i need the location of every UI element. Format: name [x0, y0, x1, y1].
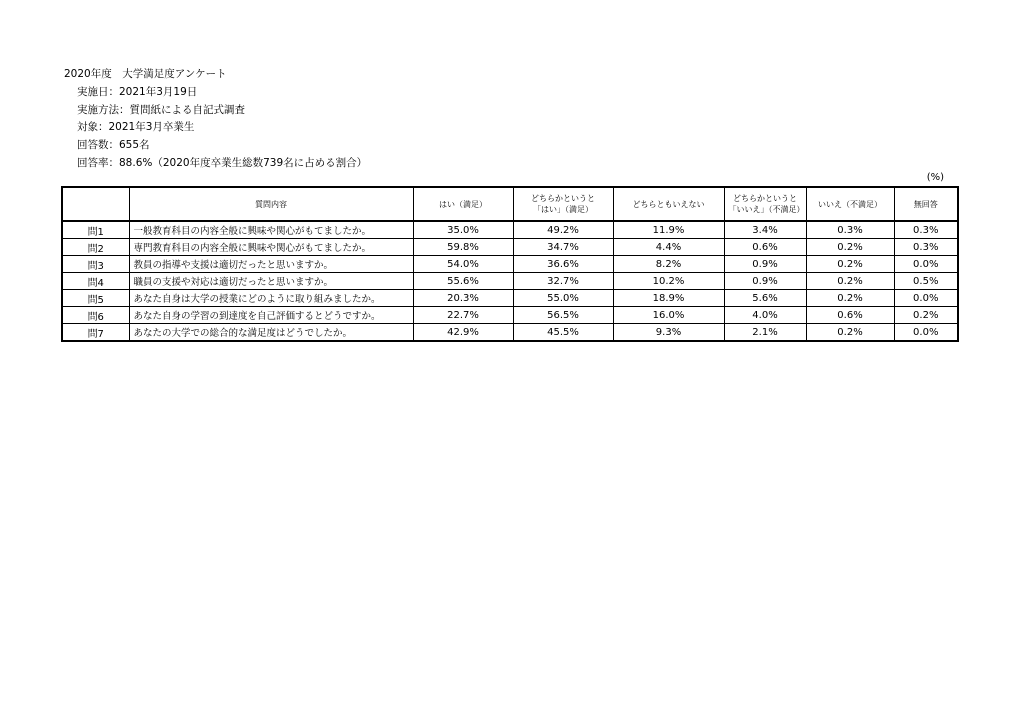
header-mostly-no-line1: どちらかというと — [733, 194, 797, 203]
value-no-answer: 0.3% — [894, 221, 958, 239]
value-yes: 42.9% — [413, 324, 513, 342]
value-no: 0.2% — [806, 324, 894, 342]
question-text: 職員の支援や対応は適切だったと思いますか。 — [129, 273, 413, 290]
value-mostly-no: 0.9% — [724, 256, 806, 273]
survey-method: 実施方法：質問紙による自記式調査 — [77, 103, 245, 116]
value-no: 0.3% — [806, 221, 894, 239]
question-text: 一般教育科目の内容全般に興味や関心がもてましたか。 — [129, 221, 413, 239]
value-yes: 35.0% — [413, 221, 513, 239]
survey-date: 実施日：2021年3月19日 — [77, 85, 198, 98]
value-yes: 22.7% — [413, 307, 513, 324]
value-yes: 59.8% — [413, 239, 513, 256]
results-table — [61, 186, 959, 342]
header-no: いいえ（不満足） — [806, 187, 894, 221]
value-neutral: 18.9% — [613, 290, 724, 307]
value-mostly-no: 5.6% — [724, 290, 806, 307]
question-text: あなたの大学での総合的な満足度はどうでしたか。 — [129, 324, 413, 342]
value-mostly-no: 0.9% — [724, 273, 806, 290]
value-mostly-no: 0.6% — [724, 239, 806, 256]
value-no: 0.2% — [806, 273, 894, 290]
value-neutral: 16.0% — [613, 307, 724, 324]
header-mostly-no — [724, 187, 806, 221]
header-neutral: どちらともいえない — [613, 187, 724, 221]
value-yes: 54.0% — [413, 256, 513, 273]
table-row — [62, 256, 958, 273]
value-mostly-yes: 56.5% — [513, 307, 613, 324]
value-mostly-yes: 55.0% — [513, 290, 613, 307]
value-neutral: 9.3% — [613, 324, 724, 342]
table-row — [62, 324, 958, 342]
header-yes: はい（満足） — [413, 187, 513, 221]
survey-respondents: 回答数：655名 — [77, 139, 150, 152]
table-row — [62, 239, 958, 256]
value-no: 0.2% — [806, 256, 894, 273]
value-no: 0.2% — [806, 290, 894, 307]
question-number: 問5 — [62, 290, 129, 307]
question-text: あなた自身は大学の授業にどのように取り組みましたか。 — [129, 290, 413, 307]
value-neutral: 8.2% — [613, 256, 724, 273]
question-text: あなた自身の学習の到達度を自己評価するとどうですか。 — [129, 307, 413, 324]
value-neutral: 11.9% — [613, 221, 724, 239]
value-no-answer: 0.0% — [894, 256, 958, 273]
header-question: 質問内容 — [129, 187, 413, 221]
value-no-answer: 0.0% — [894, 324, 958, 342]
value-yes: 20.3% — [413, 290, 513, 307]
header-no-answer: 無回答 — [894, 187, 958, 221]
value-mostly-yes: 36.6% — [513, 256, 613, 273]
survey-response-rate: 回答率：88.6%（2020年度卒業生総数739名に占める割合） — [77, 156, 368, 169]
unit-label: (%) — [926, 172, 944, 183]
value-mostly-no: 4.0% — [724, 307, 806, 324]
header-mostly-yes — [513, 187, 613, 221]
header-qno — [62, 187, 129, 221]
header-mostly-yes-line1: どちらかというと — [531, 194, 595, 203]
value-no: 0.6% — [806, 307, 894, 324]
value-no-answer: 0.0% — [894, 290, 958, 307]
header-mostly-no-line2: 「いいえ」（不満足） — [728, 205, 805, 214]
value-mostly-yes: 45.5% — [513, 324, 613, 342]
question-number: 問4 — [62, 273, 129, 290]
value-yes: 55.6% — [413, 273, 513, 290]
question-number: 問3 — [62, 256, 129, 273]
table-row — [62, 221, 958, 239]
survey-target: 対象：2021年3月卒業生 — [77, 121, 195, 134]
header-mostly-yes-line2: 「はい」（満足） — [533, 205, 593, 214]
table-row — [62, 307, 958, 324]
question-number: 問1 — [62, 221, 129, 239]
value-mostly-yes: 49.2% — [513, 221, 613, 239]
document-header — [64, 66, 367, 173]
value-no-answer: 0.2% — [894, 307, 958, 324]
question-number: 問7 — [62, 324, 129, 342]
value-no-answer: 0.5% — [894, 273, 958, 290]
value-no: 0.2% — [806, 239, 894, 256]
value-neutral: 4.4% — [613, 239, 724, 256]
value-mostly-no: 2.1% — [724, 324, 806, 342]
question-number: 問6 — [62, 307, 129, 324]
table-row — [62, 273, 958, 290]
value-mostly-yes: 32.7% — [513, 273, 613, 290]
question-number: 問2 — [62, 239, 129, 256]
table-header-row — [62, 187, 958, 221]
question-text: 専門教育科目の内容全般に興味や関心がもてましたか。 — [129, 239, 413, 256]
value-neutral: 10.2% — [613, 273, 724, 290]
table-row — [62, 290, 958, 307]
question-text: 教員の指導や支援は適切だったと思いますか。 — [129, 256, 413, 273]
value-mostly-no: 3.4% — [724, 221, 806, 239]
value-no-answer: 0.3% — [894, 239, 958, 256]
value-mostly-yes: 34.7% — [513, 239, 613, 256]
survey-title: 2020年度 大学満足度アンケート — [64, 68, 227, 80]
